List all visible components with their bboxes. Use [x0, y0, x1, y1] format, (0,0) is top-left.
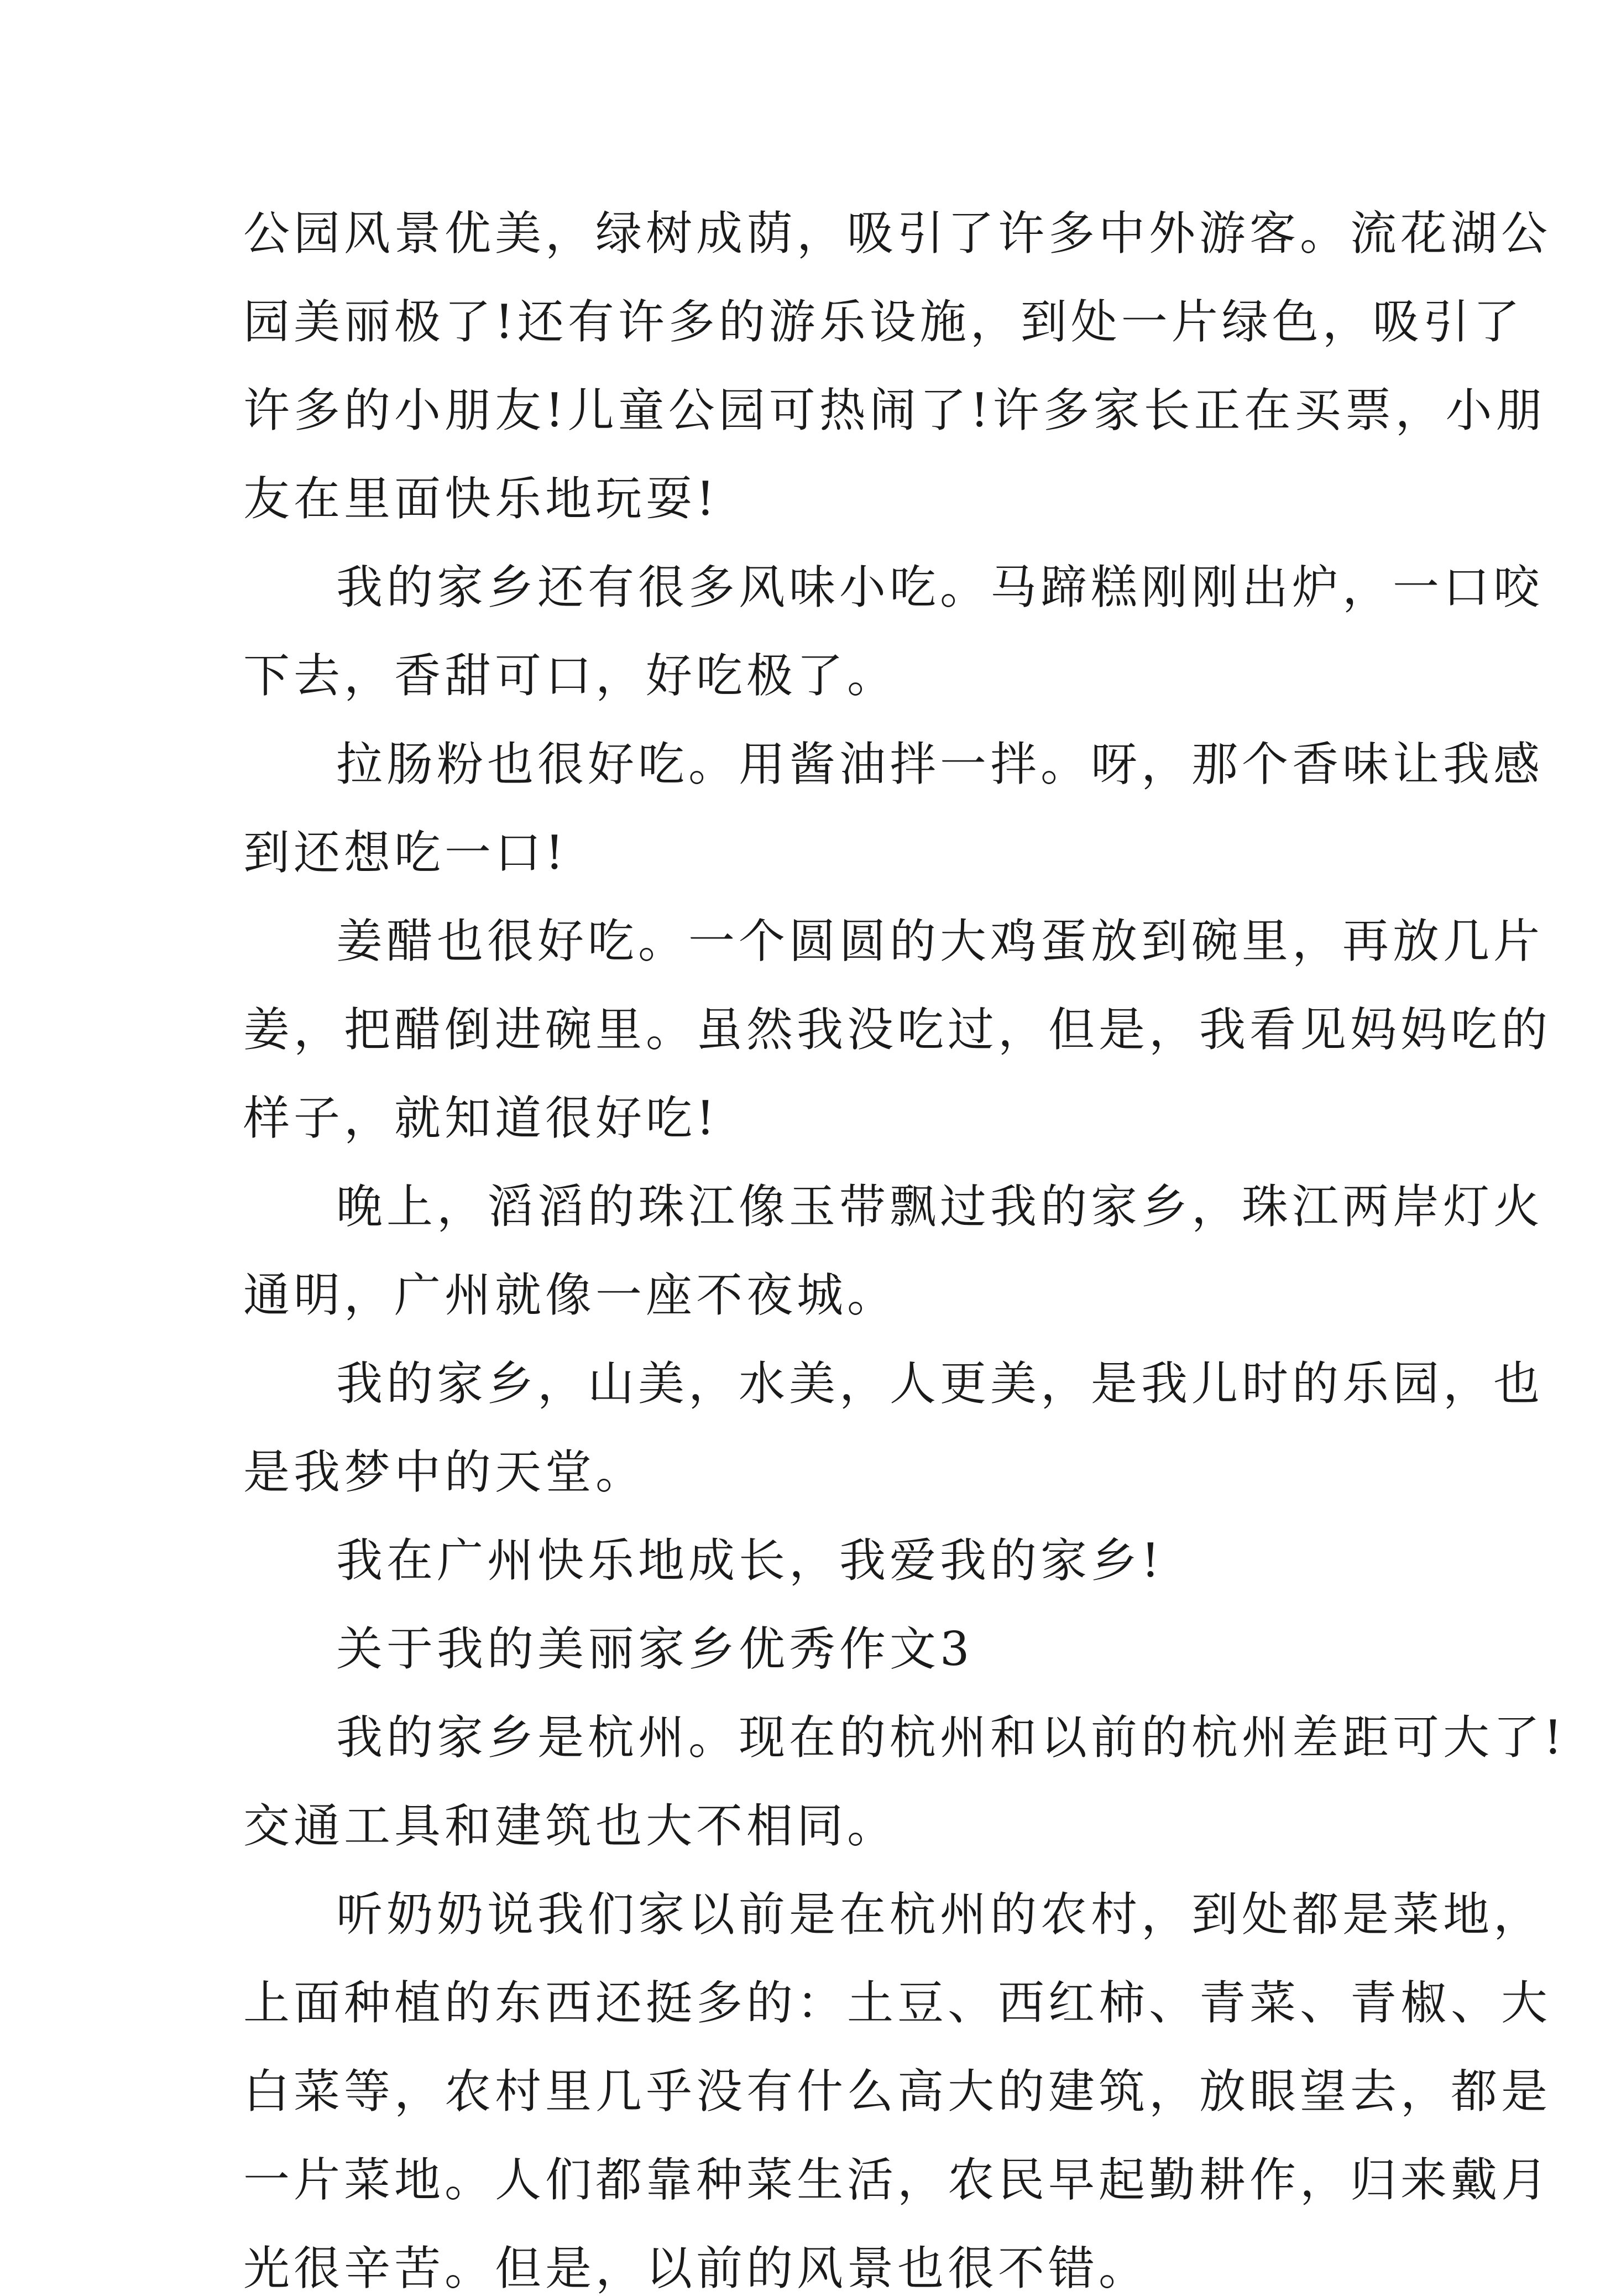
section-heading: 关于我的美丽家乡优秀作文3	[336, 1622, 974, 1676]
text-line: 白菜等，农村里几乎没有什么高大的建筑，放眼望去，都是	[243, 2064, 1552, 2118]
text-line: 我的家乡还有很多风味小吃。马蹄糕刚刚出炉，一口咬	[336, 560, 1544, 614]
text-line: 交通工具和建筑也大不相同。	[243, 1799, 898, 1853]
text-line: 公园风景优美，绿树成荫，吸引了许多中外游客。流花湖公	[243, 206, 1552, 260]
text-line: 姜，把醋倒进碗里。虽然我没吃过，但是，我看见妈妈吃的	[243, 1003, 1552, 1057]
text-line: 友在里面快乐地玩耍!	[243, 472, 719, 526]
text-line: 是我梦中的天堂。	[243, 1445, 646, 1499]
text-line: 上面种植的东西还挺多的：土豆、西红柿、青菜、青椒、大	[243, 1976, 1552, 2030]
text-line: 到还想吃一口!	[243, 826, 568, 880]
text-line: 我在广州快乐地成长，我爱我的家乡!	[336, 1533, 1164, 1588]
text-line: 我的家乡，山美，水美，人更美，是我儿时的乐园，也	[336, 1356, 1544, 1411]
text-line: 拉肠粉也很好吃。用酱油拌一拌。呀，那个香味让我感	[336, 737, 1544, 791]
text-line: 光很辛苦。但是，以前的风景也很不错。	[243, 2241, 1149, 2295]
text-line: 园美丽极了!还有许多的游乐设施，到处一片绿色，吸引了	[243, 295, 1524, 349]
text-line: 听奶奶说我们家以前是在杭州的农村，到处都是菜地，	[336, 1887, 1544, 1942]
text-line: 样子，就知道很好吃!	[243, 1091, 719, 1145]
text-line: 一片菜地。人们都靠种菜生活，农民早起勤耕作，归来戴月	[243, 2153, 1552, 2207]
text-line: 许多的小朋友!儿童公园可热闹了!许多家长正在买票，小朋	[243, 383, 1546, 437]
text-line: 姜醋也很好吃。一个圆圆的大鸡蛋放到碗里，再放几片	[336, 914, 1544, 968]
text-line: 通明，广州就像一座不夜城。	[243, 1268, 898, 1322]
text-line: 下去，香甜可口，好吃极了。	[243, 649, 898, 703]
text-line: 我的家乡是杭州。现在的杭州和以前的杭州差距可大了!	[336, 1710, 1566, 1765]
text-line: 晚上，滔滔的珠江像玉带飘过我的家乡，珠江两岸灯火	[336, 1180, 1544, 1234]
